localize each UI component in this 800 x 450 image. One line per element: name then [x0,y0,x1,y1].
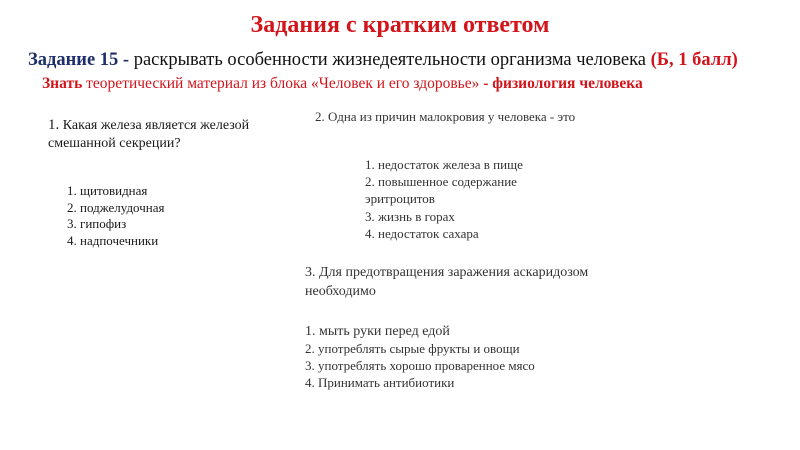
option: 4. надпочечники [67,232,159,248]
question-2 [315,108,575,126]
requirement-text: теоретический материал из блока «Человек и его здоровье» [82,75,484,92]
question-3-line1 [305,263,588,282]
question-1-text: Какая железа является железой [59,118,250,133]
task-number: Задание 15 [28,50,119,70]
question-3-text: Для предотвращения заражения аскаридозом [315,265,589,280]
question-1-line2: смешанной секреции? [48,136,181,151]
option: 1. мыть руки перед едой [305,324,450,339]
slide-title: Задания с кратким ответом [250,12,550,38]
option: 4. недостаток сахара [365,225,479,241]
requirement-line [42,75,643,93]
question-3 [305,263,588,301]
question-1-number: 1. [48,117,60,133]
task-score: (Б, 1 балл) [650,50,738,70]
requirement-verb: Знать [42,75,83,92]
task-heading [28,50,738,71]
option: 2. употреблять сырые фрукты и овощи [305,341,520,356]
option: 1. недостаток железа в пище [365,157,523,172]
option: 1. щитовидная [67,183,148,198]
task-dash: - [118,50,134,70]
task-description: раскрывать особенности жизнедеятельности организма человека [133,50,651,70]
option: 3. жизнь в горах [365,208,455,224]
question-3-number: 3. [305,265,316,280]
question-3-options [305,323,535,391]
question-1-line1 [48,116,249,135]
option: 3. употреблять хорошо проваренное мясо [305,358,535,373]
option: эритроцитов [365,191,435,207]
question-2-number: 2. [315,109,325,124]
question-3-line2: необходимо [305,284,376,299]
option: 4. Принимать антибиотики [305,375,455,390]
question-1-options [67,183,164,249]
option: 2. повышенное содержание [365,174,517,190]
question-1 [48,116,249,153]
option: 2. поджелудочная [67,199,165,215]
question-2-options [365,156,523,242]
requirement-suffix: - физиология человека [483,75,643,92]
option: 3. гипофиз [67,216,127,231]
question-2-text: Одна из причин малокровия у человека - это [324,109,576,124]
